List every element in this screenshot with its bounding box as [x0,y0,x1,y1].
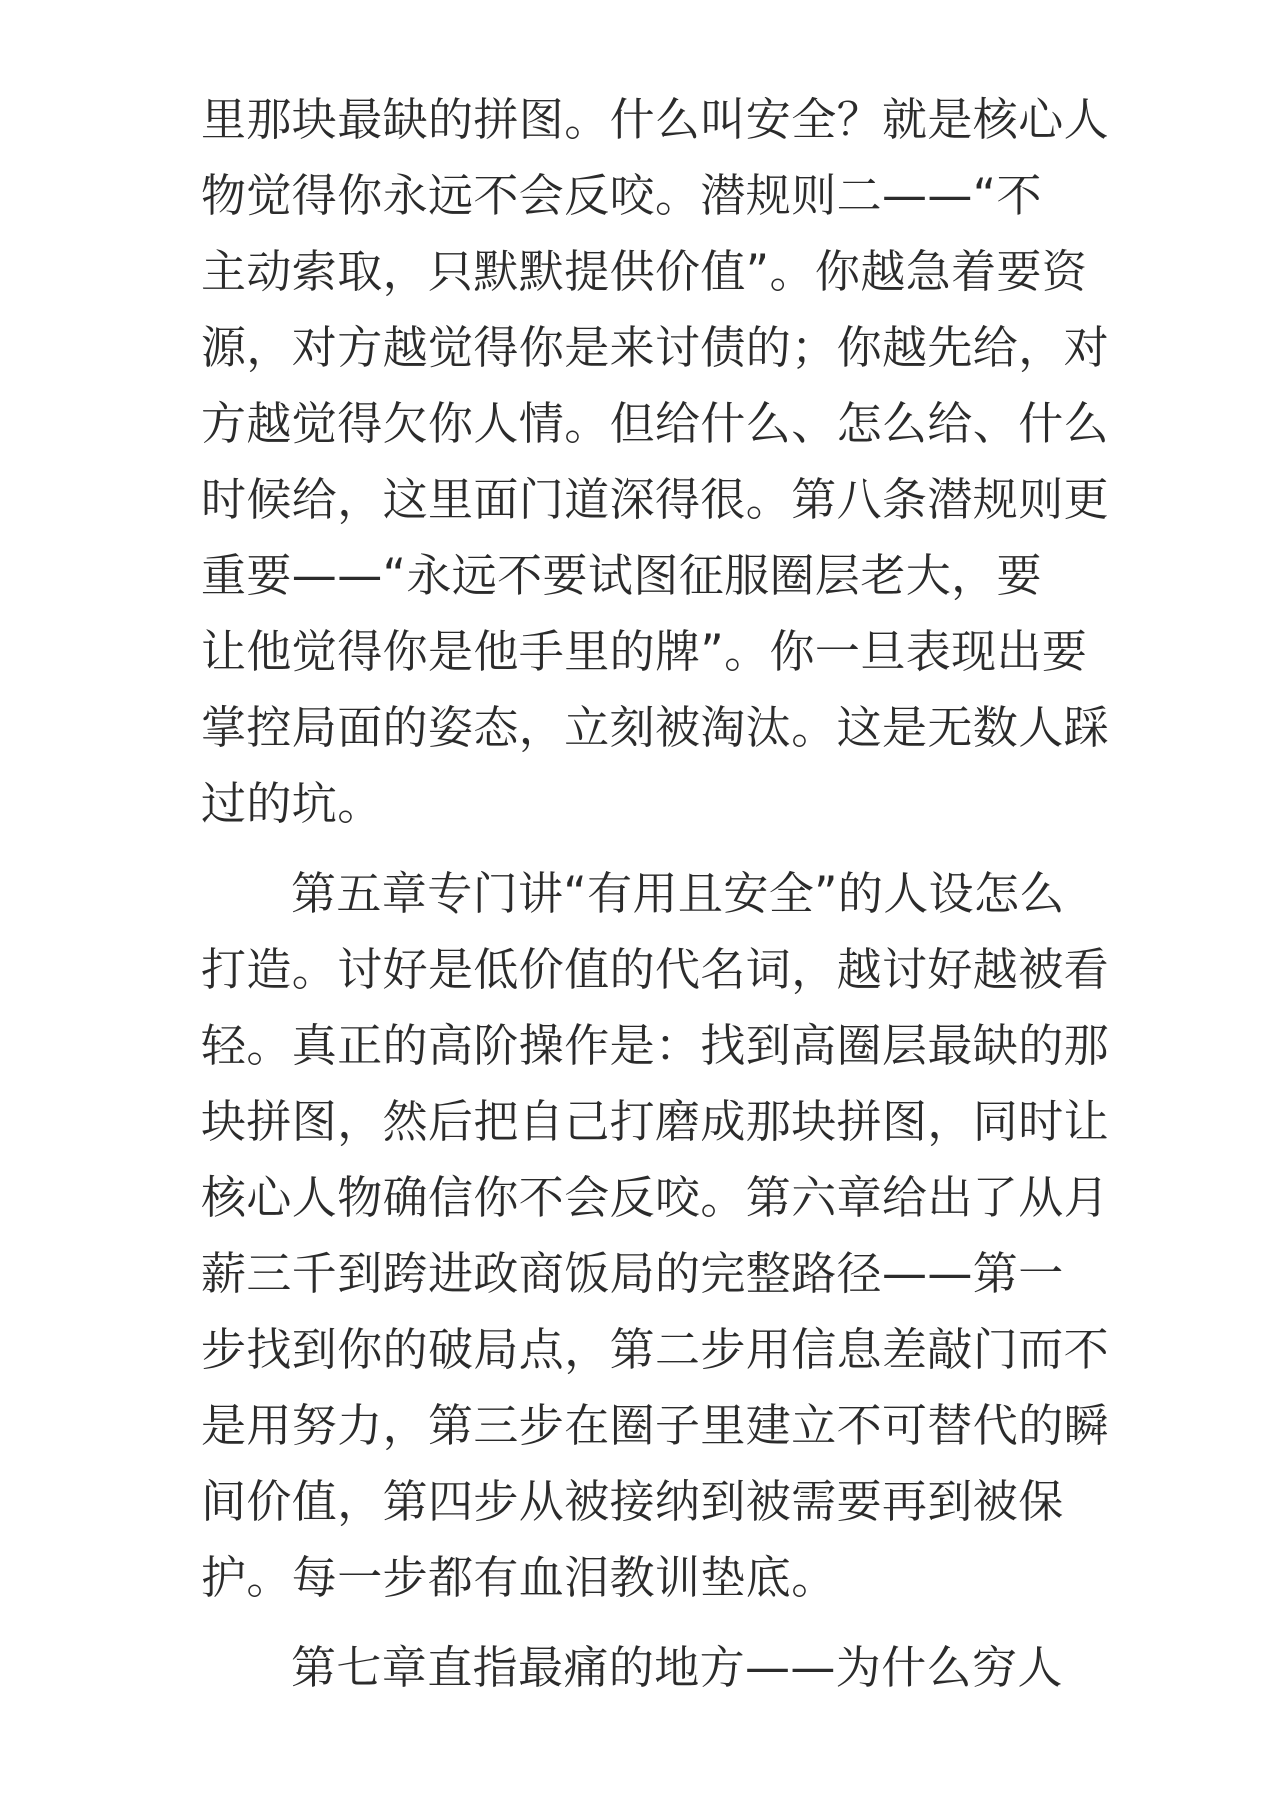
text-line: 打造。讨好是低价值的代名词，越讨好越被看 [201,943,1110,996]
text-line: 核心人物确信你不会反咬。第六章给出了从月 [201,1171,1110,1224]
text-line: 薪三千到跨进政商饭局的完整路径——第一 [201,1247,1064,1300]
text-line: 是用努力，第三步在圈子里建立不可替代的瞬 [201,1399,1110,1452]
text-line: 让他觉得你是他手里的牌”。你一旦表现出要 [201,625,1088,678]
text-line: 第五章专门讲“有用且安全”的人设怎么 [291,867,1065,920]
text-line: 步找到你的破局点，第二步用信息差敲门而不 [201,1323,1110,1376]
text-line: 护。每一步都有血泪教训垫底。 [201,1551,837,1604]
paragraph-gap [201,842,1081,856]
text-line: 轻。真正的高阶操作是：找到高圈层最缺的那 [201,1019,1110,1072]
text-line: 块拼图，然后把自己打磨成那块拼图，同时让 [201,1095,1110,1148]
text-line: 方越觉得欠你人情。但给什么、怎么给、什么 [201,397,1110,450]
text-line: 间价值，第四步从被接纳到被需要再到被保 [201,1475,1064,1528]
text-line: 时候给，这里面门道深得很。第八条潜规则更 [201,473,1110,526]
text-line: 主动索取，只默默提供价值”。你越急着要资 [201,245,1088,298]
article-body [201,82,1110,1706]
text-line: 物觉得你永远不会反咬。潜规则二——“不 [201,169,1042,222]
text-line: 重要——“永远不要试图征服圈层老大，要 [201,549,1042,602]
text-line: 第七章直指最痛的地方——为什么穷人 [291,1641,1063,1694]
paragraph [201,82,1110,842]
text-line: 过的坑。 [201,777,383,830]
text-line: 掌控局面的姿态，立刻被淘汰。这是无数人踩 [201,701,1110,754]
paragraph [201,1630,1081,1706]
text-line: 源，对方越觉得你是来讨债的；你越先给，对 [201,321,1110,374]
text-line: 里那块最缺的拼图。什么叫安全？就是核心人 [201,93,1110,146]
paragraph [201,856,1110,1616]
paragraph-gap [201,1616,1081,1630]
